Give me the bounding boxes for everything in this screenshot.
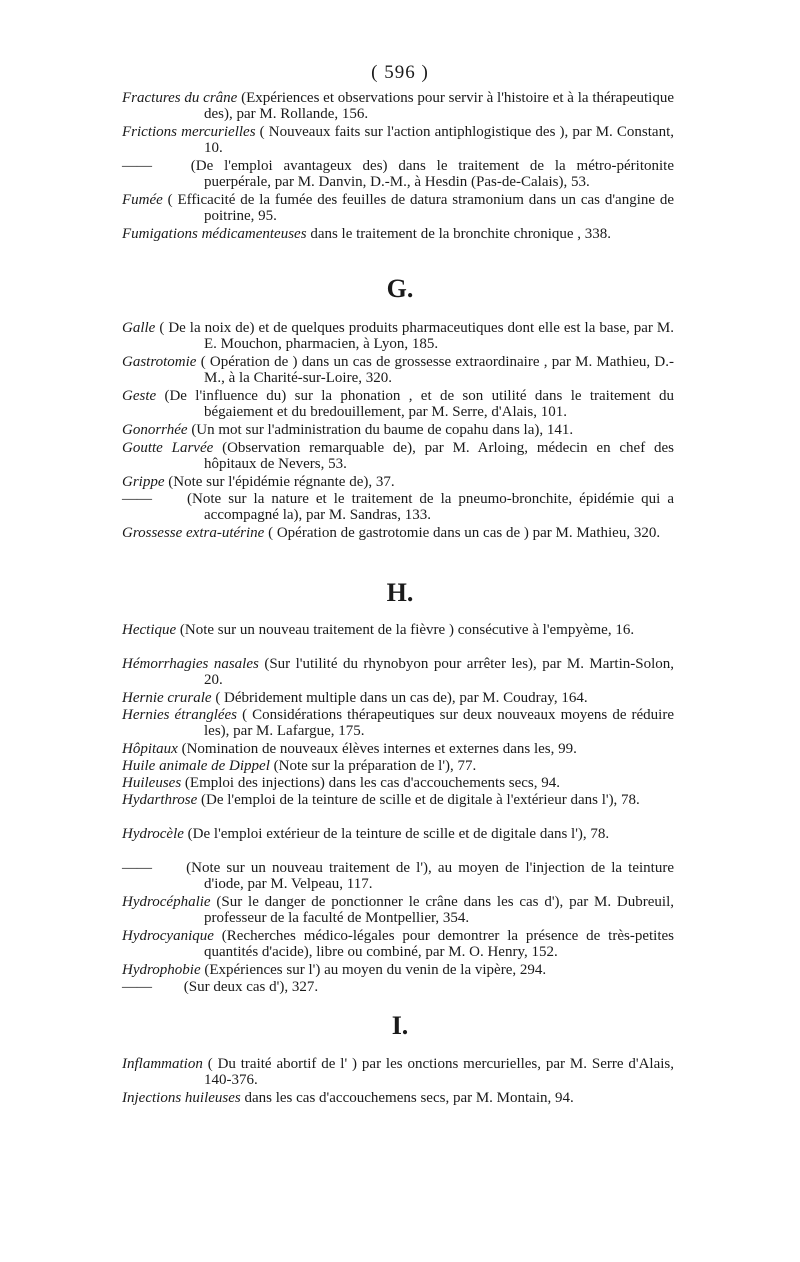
entry-term: Hydarthrose bbox=[122, 792, 198, 808]
entry-text: ( Efficacité de la fumée des feuilles de datura stramonium dans un cas d'angine de poitrine, 95. bbox=[162, 192, 674, 224]
entry-text: (Expériences et observations pour servir à l'histoire et à la thérapeutique des), par M. Rollande, 156. bbox=[204, 90, 674, 122]
index-entry bbox=[122, 826, 674, 842]
entry-term: Gastrotomie bbox=[122, 354, 197, 370]
section-letter-g: G. bbox=[386, 274, 414, 303]
index-entry bbox=[122, 690, 674, 706]
entry-term: Fractures du crâne bbox=[122, 90, 238, 106]
index-entry bbox=[122, 440, 674, 472]
entry-term: Injections huileuses bbox=[122, 1090, 241, 1106]
index-entry bbox=[122, 1056, 674, 1088]
index-entry bbox=[122, 525, 674, 541]
entry-term: Hémorrhagies nasales bbox=[122, 656, 259, 672]
entry-term: Geste bbox=[122, 388, 157, 404]
entry-term: Grossesse extra-utérine bbox=[122, 525, 265, 541]
index-entry bbox=[122, 320, 674, 352]
entry-dash: —— bbox=[122, 979, 152, 995]
index-entry bbox=[122, 622, 674, 638]
entry-text: ( Nouveaux faits sur l'action antiphlogistique des ), par M. Constant, 10. bbox=[204, 124, 674, 156]
entry-term: Fumée bbox=[122, 192, 163, 208]
index-entry bbox=[122, 758, 674, 774]
entry-term: Hernie crurale bbox=[122, 690, 212, 706]
index-entry bbox=[122, 192, 674, 224]
entry-dash: —— bbox=[122, 158, 152, 174]
entry-term: Hernies étranglées bbox=[122, 707, 238, 723]
page-number: ( 596 ) bbox=[371, 62, 429, 83]
index-entry bbox=[122, 491, 674, 523]
index-entry bbox=[122, 158, 674, 190]
index-entry bbox=[122, 474, 674, 490]
entry-term: Hydrocèle bbox=[122, 826, 184, 842]
entry-text: ( Opération de ) dans un cas de grossesse extraordinaire , par M. Mathieu, D.-M., à la Charité-sur-Loire, 320. bbox=[196, 354, 674, 386]
entry-text: (Un mot sur l'administration du baume de copahu dans la), 141. bbox=[187, 422, 574, 438]
entry-term: Hydrophobie bbox=[122, 962, 201, 978]
entry-term: Fumigations médicamenteuses bbox=[122, 226, 307, 242]
index-entry bbox=[122, 354, 674, 386]
entry-text: (Note sur la nature et le traitement de la pneumo-bronchite, épidémie qui a accompagné la), par M. Sandras, 133. bbox=[180, 491, 674, 523]
entry-text: (Emploi des injections) dans les cas d'accouchements secs, 94. bbox=[181, 775, 561, 791]
index-entry bbox=[122, 928, 674, 960]
entry-term: Grippe bbox=[122, 474, 165, 490]
entry-term: Hydrocéphalie bbox=[122, 894, 211, 910]
entry-text: ( De la noix de) et de quelques produits pharmaceutiques dont elle est la base, par M. E. Mouchon, pharmacien, à Lyon, 185. bbox=[155, 320, 674, 352]
entry-term: Frictions mercurielles bbox=[122, 124, 256, 140]
entry-text: ( Considérations thérapeutiques sur deux nouveaux moyens de réduire les), par M. Lafargue, 175. bbox=[204, 707, 674, 739]
index-entry bbox=[122, 741, 674, 757]
entry-text: (Note sur la préparation de l'), 77. bbox=[269, 758, 477, 774]
index-entry bbox=[122, 90, 674, 122]
entry-text: ( Du traité abortif de l' ) par les onctions mercurielles, par M. Serre d'Alais, 140-376. bbox=[202, 1056, 674, 1088]
entry-text: dans le traitement de la bronchite chronique , 338. bbox=[306, 226, 612, 242]
entry-text: (Expériences sur l') au moyen du venin de la vipère, 294. bbox=[200, 962, 547, 978]
entry-text: ( Débridement multiple dans un cas de), par M. Coudray, 164. bbox=[211, 690, 588, 706]
entry-term: Huileuses bbox=[122, 775, 182, 791]
index-entry bbox=[122, 226, 674, 242]
entry-term: Galle bbox=[122, 320, 156, 336]
entry-term: Hôpitaux bbox=[122, 741, 178, 757]
entry-term: Gonorrhée bbox=[122, 422, 188, 438]
section-letter-h: H. bbox=[386, 578, 414, 607]
entry-term: Inflammation bbox=[122, 1056, 203, 1072]
index-entry bbox=[122, 860, 674, 892]
index-entry bbox=[122, 124, 674, 156]
entry-text: (De l'influence du) sur la phonation , et de son utilité dans le traitement du bégaiement et du bredouillement, par M. Serre, d'Alais, 101. bbox=[156, 388, 674, 420]
entry-text: (Observation remarquable de), par M. Arloing, médecin en chef des hôpitaux de Nevers, 53. bbox=[204, 440, 674, 472]
entry-text: (Sur deux cas d'), 327. bbox=[180, 979, 319, 995]
entry-text: (Sur le danger de ponctionner le crâne dans les cas d'), par M. Dubreuil, professeur de la faculté de Montpellier, 354. bbox=[204, 894, 674, 926]
index-entry bbox=[122, 979, 674, 995]
entry-text: (De l'emploi avantageux des) dans le traitement de la métro-péritonite puerpérale, par M. Danvin, D.-M., à Hesdin (Pas-de-Calais), 53. bbox=[180, 158, 674, 190]
entry-text: (Recherches médico-légales pour demontrer la présence de très-petites quantités d'acide), libre ou combiné, par M. O. Henry, 152. bbox=[204, 928, 674, 960]
entry-dash: —— bbox=[122, 860, 152, 876]
entry-dash: —— bbox=[122, 491, 152, 507]
entry-text: (Note sur un nouveau traitement de la fièvre ) consécutive à l'empyème, 16. bbox=[176, 622, 635, 638]
index-entry bbox=[122, 1090, 674, 1106]
index-entry bbox=[122, 422, 674, 438]
entry-text: (Note sur l'épidémie régnante de), 37. bbox=[164, 474, 395, 490]
entry-text: (Sur l'utilité du rhynobyon pour arrêter les), par M. Martin-Solon, 20. bbox=[204, 656, 675, 688]
section-letter-i: I. bbox=[391, 1011, 409, 1040]
entry-text: dans les cas d'accouchemens secs, par M. Montain, 94. bbox=[240, 1090, 574, 1106]
index-entry bbox=[122, 707, 674, 739]
entry-term: Hectique bbox=[122, 622, 177, 638]
entry-term: Hydrocyanique bbox=[122, 928, 214, 944]
index-entry bbox=[122, 962, 674, 978]
index-entry bbox=[122, 792, 674, 808]
entry-term: Goutte Larvée bbox=[122, 440, 214, 456]
entry-text: ( Opération de gastrotomie dans un cas de ) par M. Mathieu, 320. bbox=[264, 525, 661, 541]
entry-term: Huile animale de Dippel bbox=[122, 758, 270, 774]
entry-text: (De l'emploi extérieur de la teinture de scille et de digitale dans l'), 78. bbox=[183, 826, 610, 842]
entry-text: (De l'emploi de la teinture de scille et de digitale à l'extérieur dans l'), 78. bbox=[197, 792, 640, 808]
index-entry bbox=[122, 388, 674, 420]
index-entry bbox=[122, 656, 674, 688]
index-entry bbox=[122, 894, 674, 926]
entry-text: (Note sur un nouveau traitement de l'), au moyen de l'injection de la teinture d'iode, par M. Velpeau, 117. bbox=[180, 860, 674, 892]
index-entry bbox=[122, 775, 674, 791]
entry-text: (Nomination de nouveaux élèves internes et externes dans les, 99. bbox=[177, 741, 577, 757]
